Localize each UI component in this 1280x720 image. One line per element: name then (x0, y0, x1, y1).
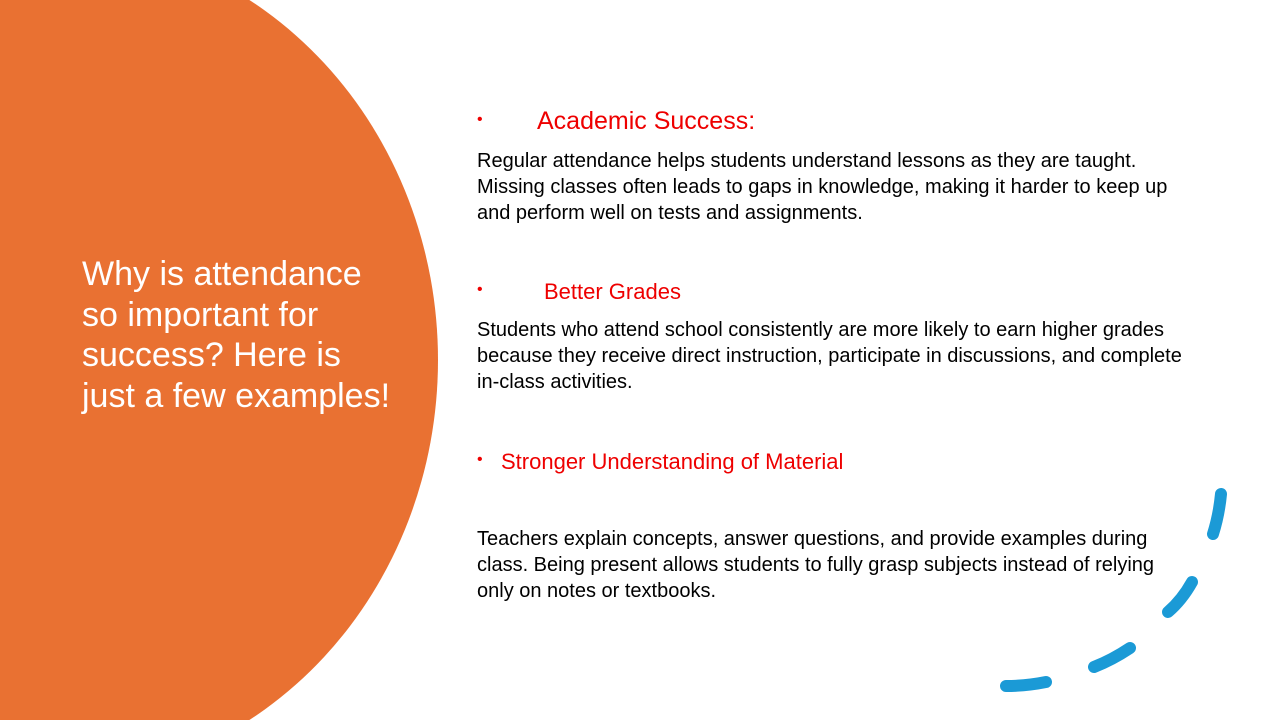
bullet-icon: • (477, 111, 483, 128)
slide-title: Why is attendance so important for success? Here is just a few examples! (82, 255, 391, 415)
arc-dash (1213, 494, 1221, 534)
heading-text: Better Grades (544, 279, 681, 304)
heading-text: Academic Success: (537, 107, 756, 135)
arc-dash (1006, 682, 1046, 686)
bullet-icon: • (477, 281, 483, 298)
section-body-better-grades: Students who attend school consistently are more likely to earn higher grades because they receive direct instruction, participate in discussions, and complete in-class activities. (477, 319, 1182, 393)
heading-text: Stronger Understanding of Material (501, 449, 844, 474)
section-body-stronger-understanding: Teachers explain concepts, answer questions, and provide examples during class. Being present allows students to fully grasp subjects instead of relying only on notes or textbooks. (477, 528, 1155, 602)
arc-dash (1168, 582, 1192, 612)
arc-dash (1094, 648, 1130, 667)
section-body-academic-success: Regular attendance helps students understand lessons as they are taught. Missing classes often leads to gaps in knowledge, making it harder to keep up and perform well on tests and assignments. (477, 150, 1168, 224)
bullet-icon: • (477, 451, 483, 468)
